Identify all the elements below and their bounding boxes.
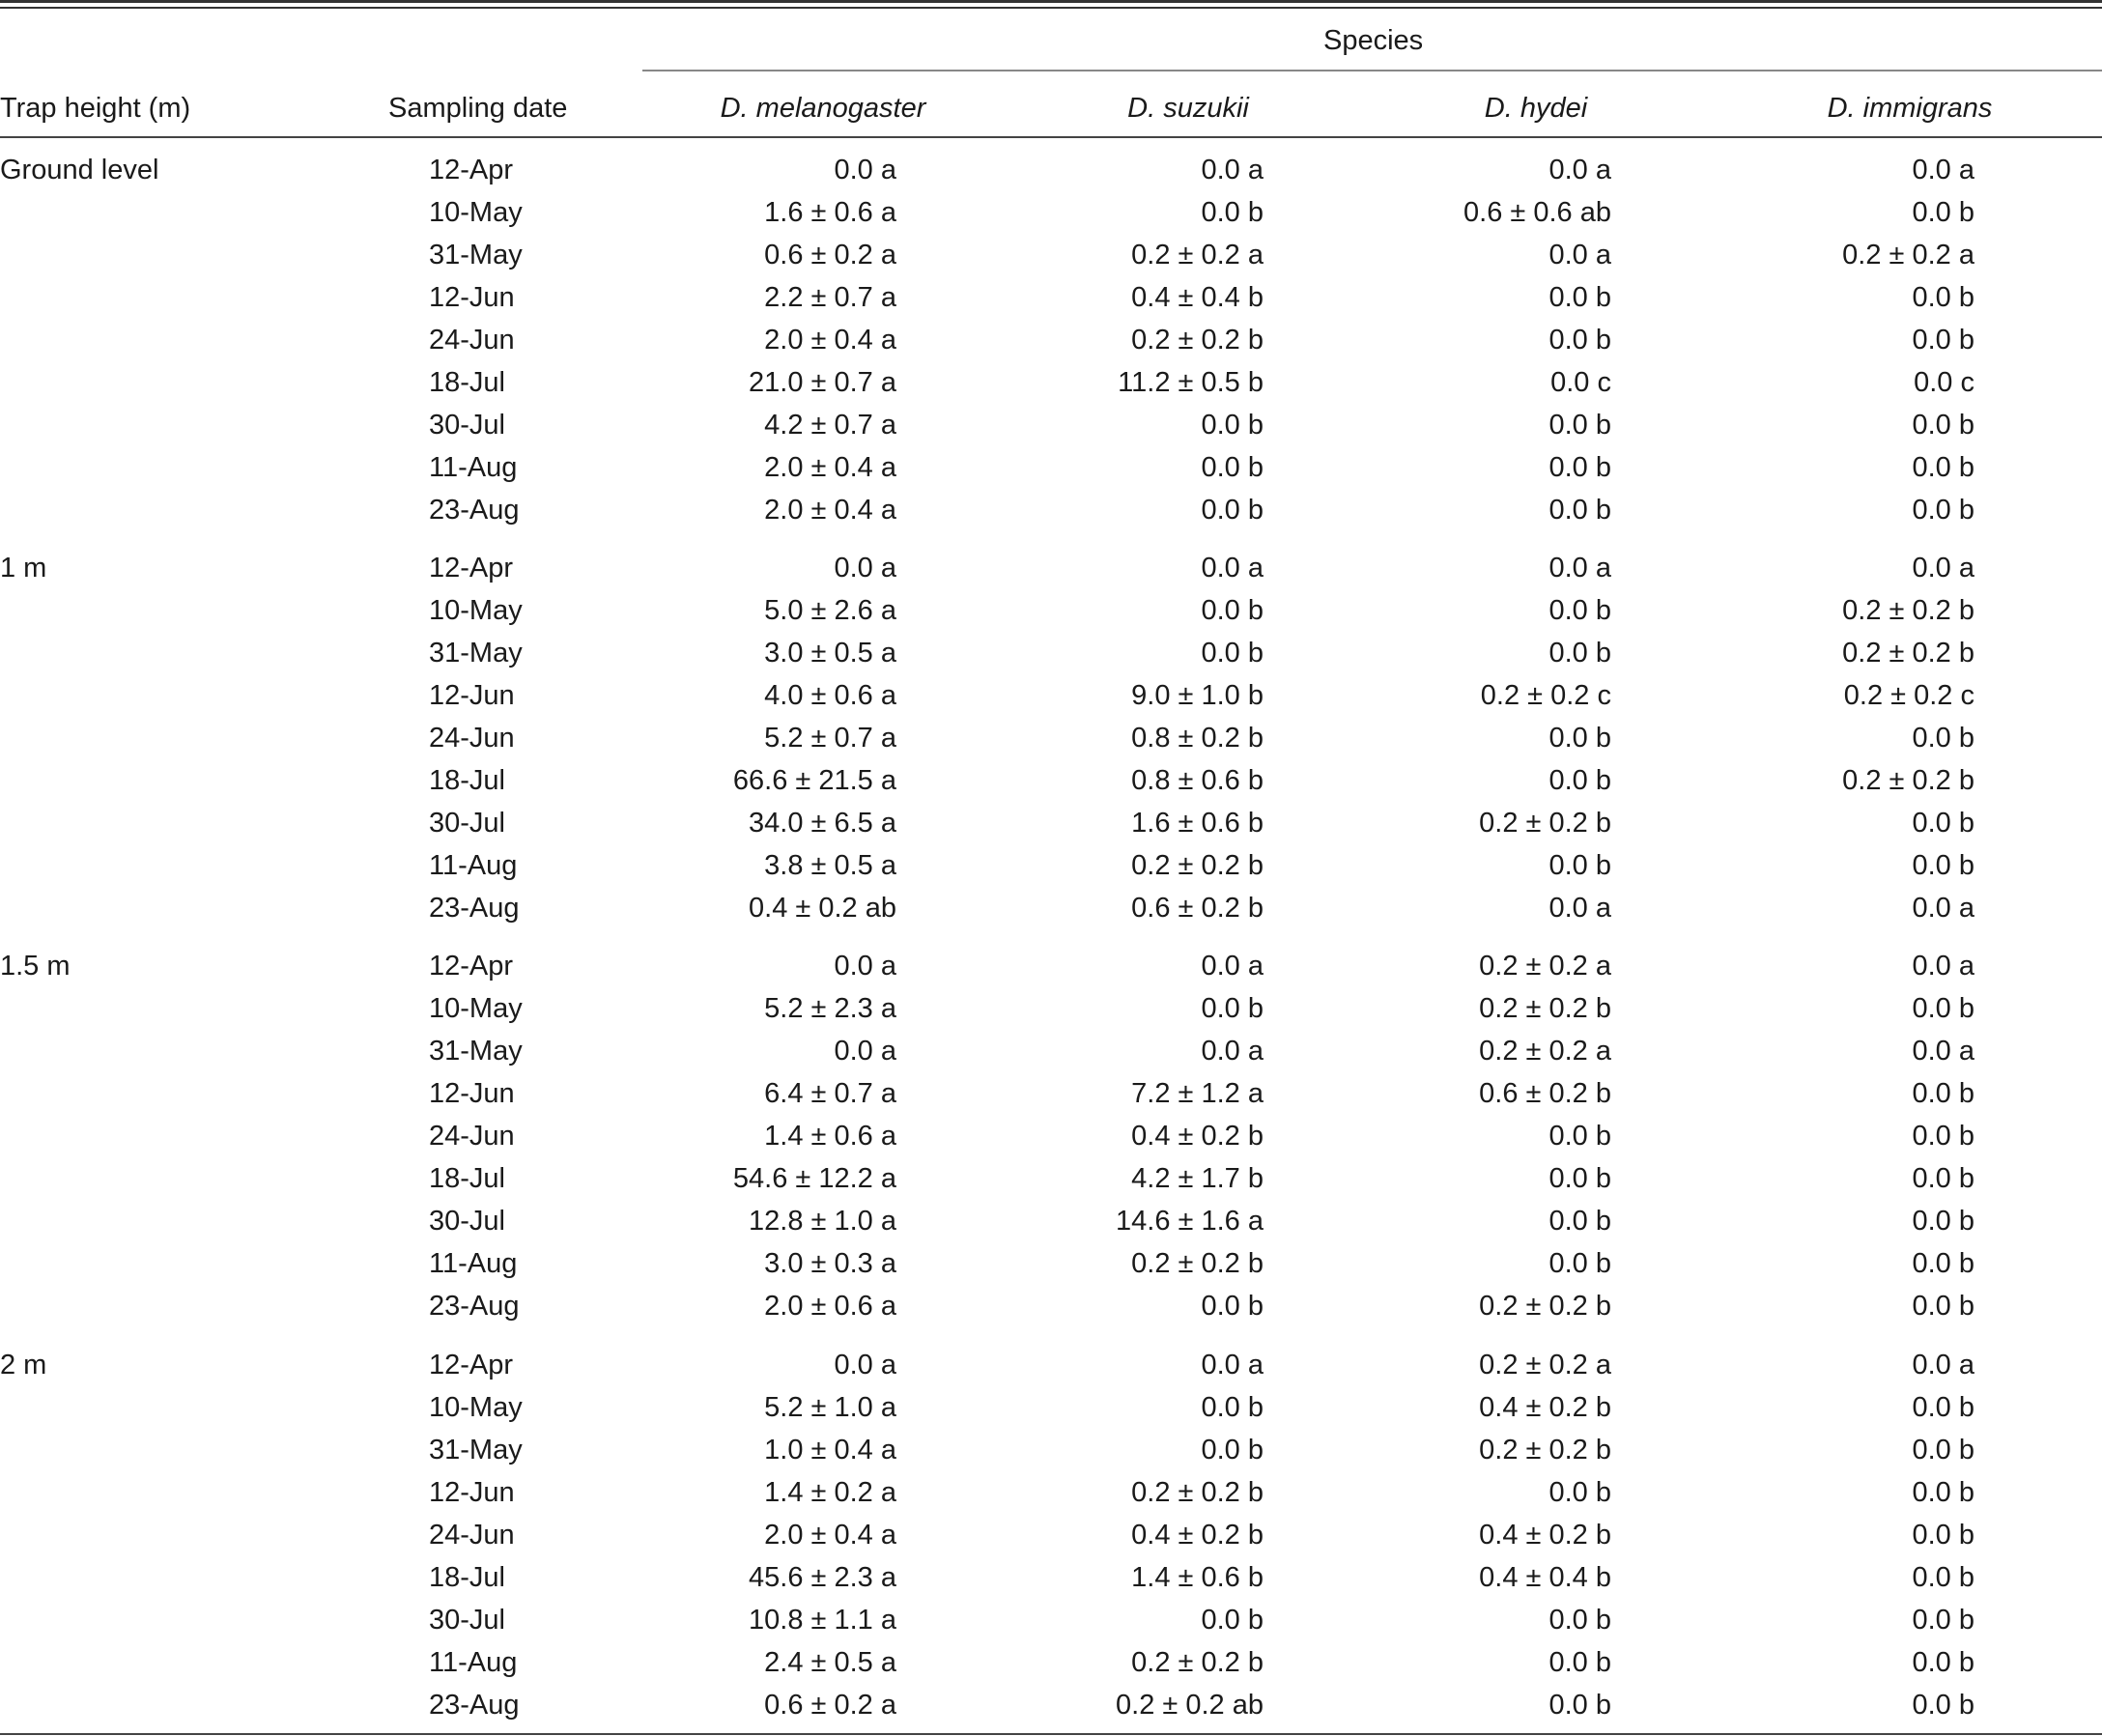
trap-height-label: Ground level xyxy=(0,155,159,185)
value-cell: 0.0 b xyxy=(1912,993,1974,1024)
sampling-date-cell: 12-Apr xyxy=(429,1350,514,1380)
value-cell: 0.0 b xyxy=(1912,1435,1974,1466)
value-cell: 0.0 b xyxy=(1548,1248,1611,1279)
value-cell: 0.2 ± 0.2 b xyxy=(1842,595,1974,626)
trap-height-column-header: Trap height (m) xyxy=(0,93,191,124)
value-cell: 2.0 ± 0.4 a xyxy=(764,1520,896,1551)
value-cell: 0.0 a xyxy=(1201,553,1264,583)
value-cell: 0.0 a xyxy=(1548,893,1611,924)
sampling-date-cell: 31-May xyxy=(429,240,523,270)
sampling-date-cell: 18-Jul xyxy=(429,765,505,796)
sampling-date-cell: 23-Aug xyxy=(429,495,520,526)
value-cell: 0.0 b xyxy=(1912,1392,1974,1423)
sampling-date-column-header: Sampling date xyxy=(388,93,568,124)
sampling-date-cell: 24-Jun xyxy=(429,325,515,356)
value-cell: 0.2 ± 0.2 b xyxy=(1131,325,1264,356)
sampling-date-cell: 11-Aug xyxy=(429,1647,518,1678)
species-column-header: D. immigrans xyxy=(1827,93,1993,124)
value-cell: 3.0 ± 0.3 a xyxy=(764,1248,896,1279)
value-cell: 0.2 ± 0.2 b xyxy=(1479,808,1611,839)
sampling-date-cell: 18-Jul xyxy=(429,1163,505,1194)
species-column-header: D. suzukii xyxy=(1127,93,1249,124)
value-cell: 4.2 ± 0.7 a xyxy=(764,410,896,441)
value-cell: 0.0 b xyxy=(1548,850,1611,881)
value-cell: 0.0 a xyxy=(1912,553,1974,583)
value-cell: 0.2 ± 0.2 b xyxy=(1131,1647,1264,1678)
value-cell: 54.6 ± 12.2 a xyxy=(732,1163,896,1194)
sampling-date-cell: 12-Apr xyxy=(429,951,514,982)
value-cell: 0.0 b xyxy=(1548,495,1611,526)
value-cell: 0.0 b xyxy=(1201,1435,1264,1466)
value-cell: 2.4 ± 0.5 a xyxy=(764,1647,896,1678)
value-cell: 0.0 a xyxy=(1912,1350,1974,1380)
sampling-date-cell: 23-Aug xyxy=(429,1291,520,1322)
species-group-header: Species xyxy=(1323,25,1424,56)
value-cell: 0.0 a xyxy=(1548,553,1611,583)
bottom-rule xyxy=(0,1733,2102,1735)
value-cell: 1.4 ± 0.6 b xyxy=(1131,1562,1264,1593)
value-cell: 0.0 b xyxy=(1912,452,1974,483)
value-cell: 0.0 b xyxy=(1548,410,1611,441)
sampling-date-cell: 11-Aug xyxy=(429,850,518,881)
species-column-header: D. melanogaster xyxy=(720,93,926,124)
value-cell: 0.0 b xyxy=(1201,1605,1264,1636)
sampling-date-cell: 12-Jun xyxy=(429,680,515,711)
value-cell: 0.6 ± 0.2 b xyxy=(1131,893,1264,924)
sampling-date-cell: 30-Jul xyxy=(429,1605,505,1636)
value-cell: 0.0 b xyxy=(1548,1206,1611,1237)
value-cell: 0.0 b xyxy=(1548,325,1611,356)
value-cell: 0.2 ± 0.2 a xyxy=(1131,240,1264,270)
value-cell: 0.0 a xyxy=(834,1350,896,1380)
sampling-date-cell: 31-May xyxy=(429,638,523,669)
sampling-date-cell: 18-Jul xyxy=(429,1562,505,1593)
value-cell: 3.0 ± 0.5 a xyxy=(764,638,896,669)
species-column-header: D. hydei xyxy=(1484,93,1588,124)
sampling-date-cell: 10-May xyxy=(429,197,523,228)
value-cell: 0.0 b xyxy=(1201,1291,1264,1322)
value-cell: 0.0 b xyxy=(1912,1291,1974,1322)
value-cell: 0.0 b xyxy=(1912,1477,1974,1508)
value-cell: 0.0 a xyxy=(1912,893,1974,924)
sampling-date-cell: 23-Aug xyxy=(429,1690,520,1721)
value-cell: 0.0 b xyxy=(1201,595,1264,626)
value-cell: 0.0 b xyxy=(1548,723,1611,754)
sampling-date-cell: 24-Jun xyxy=(429,1121,515,1152)
sampling-date-cell: 31-May xyxy=(429,1036,523,1067)
value-cell: 0.0 c xyxy=(1550,367,1611,398)
value-cell: 0.0 a xyxy=(1912,1036,1974,1067)
value-cell: 12.8 ± 1.0 a xyxy=(749,1206,896,1237)
top-rule-secondary xyxy=(0,7,2102,9)
value-cell: 0.0 a xyxy=(834,155,896,185)
value-cell: 0.0 b xyxy=(1912,282,1974,313)
value-cell: 11.2 ± 0.5 b xyxy=(1118,367,1264,398)
value-cell: 0.2 ± 0.2 b xyxy=(1131,850,1264,881)
sampling-date-cell: 12-Apr xyxy=(429,553,514,583)
sampling-date-cell: 30-Jul xyxy=(429,410,505,441)
value-cell: 1.0 ± 0.4 a xyxy=(764,1435,896,1466)
value-cell: 0.0 c xyxy=(1914,367,1974,398)
value-cell: 0.0 b xyxy=(1201,197,1264,228)
sampling-date-cell: 12-Jun xyxy=(429,1477,515,1508)
value-cell: 0.0 b xyxy=(1548,1163,1611,1194)
value-cell: 0.0 a xyxy=(834,553,896,583)
value-cell: 0.2 ± 0.2 a xyxy=(1842,240,1974,270)
value-cell: 0.2 ± 0.2 b xyxy=(1479,1291,1611,1322)
value-cell: 5.2 ± 2.3 a xyxy=(764,993,896,1024)
value-cell: 0.0 b xyxy=(1201,993,1264,1024)
sampling-date-cell: 10-May xyxy=(429,993,523,1024)
sampling-date-cell: 10-May xyxy=(429,595,523,626)
value-cell: 0.0 b xyxy=(1912,1605,1974,1636)
value-cell: 0.0 a xyxy=(1201,951,1264,982)
value-cell: 0.2 ± 0.2 b xyxy=(1479,993,1611,1024)
sampling-date-cell: 18-Jul xyxy=(429,367,505,398)
value-cell: 0.0 b xyxy=(1912,1647,1974,1678)
value-cell: 5.2 ± 1.0 a xyxy=(764,1392,896,1423)
value-cell: 0.0 b xyxy=(1912,1520,1974,1551)
value-cell: 0.0 a xyxy=(1201,1350,1264,1380)
value-cell: 0.4 ± 0.2 b xyxy=(1131,1520,1264,1551)
value-cell: 0.2 ± 0.2 c xyxy=(1480,680,1611,711)
value-cell: 0.6 ± 0.2 a xyxy=(764,1690,896,1721)
value-cell: 3.8 ± 0.5 a xyxy=(764,850,896,881)
sampling-date-cell: 12-Jun xyxy=(429,1078,515,1109)
value-cell: 0.0 b xyxy=(1548,452,1611,483)
value-cell: 4.2 ± 1.7 b xyxy=(1131,1163,1264,1194)
value-cell: 0.6 ± 0.6 ab xyxy=(1463,197,1611,228)
value-cell: 7.2 ± 1.2 a xyxy=(1131,1078,1264,1109)
value-cell: 34.0 ± 6.5 a xyxy=(749,808,896,839)
value-cell: 0.6 ± 0.2 b xyxy=(1479,1078,1611,1109)
value-cell: 0.2 ± 0.2 a xyxy=(1479,951,1611,982)
sampling-date-cell: 30-Jul xyxy=(429,1206,505,1237)
value-cell: 0.0 a xyxy=(834,1036,896,1067)
sampling-date-cell: 10-May xyxy=(429,1392,523,1423)
value-cell: 6.4 ± 0.7 a xyxy=(764,1078,896,1109)
value-cell: 0.0 b xyxy=(1548,765,1611,796)
value-cell: 0.4 ± 0.4 b xyxy=(1479,1562,1611,1593)
value-cell: 0.0 a xyxy=(1548,240,1611,270)
sampling-date-cell: 12-Jun xyxy=(429,282,515,313)
value-cell: 0.0 b xyxy=(1912,410,1974,441)
value-cell: 0.0 b xyxy=(1912,495,1974,526)
value-cell: 0.0 a xyxy=(834,951,896,982)
value-cell: 0.0 b xyxy=(1548,595,1611,626)
sampling-date-cell: 11-Aug xyxy=(429,1248,518,1279)
value-cell: 0.0 b xyxy=(1912,850,1974,881)
value-cell: 0.0 b xyxy=(1201,495,1264,526)
sampling-date-cell: 24-Jun xyxy=(429,723,515,754)
value-cell: 0.0 b xyxy=(1201,410,1264,441)
sampling-date-cell: 31-May xyxy=(429,1435,523,1466)
sampling-date-cell: 24-Jun xyxy=(429,1520,515,1551)
value-cell: 0.0 b xyxy=(1201,1392,1264,1423)
value-cell: 2.2 ± 0.7 a xyxy=(764,282,896,313)
value-cell: 0.4 ± 0.2 b xyxy=(1131,1121,1264,1152)
value-cell: 0.2 ± 0.2 b xyxy=(1131,1477,1264,1508)
value-cell: 5.0 ± 2.6 a xyxy=(764,595,896,626)
value-cell: 0.0 b xyxy=(1548,1690,1611,1721)
value-cell: 0.0 b xyxy=(1912,1206,1974,1237)
value-cell: 0.0 b xyxy=(1912,1248,1974,1279)
value-cell: 0.4 ± 0.2 b xyxy=(1479,1520,1611,1551)
header-rule xyxy=(0,136,2102,138)
value-cell: 0.2 ± 0.2 a xyxy=(1479,1036,1611,1067)
value-cell: 0.0 b xyxy=(1201,638,1264,669)
value-cell: 0.0 b xyxy=(1912,197,1974,228)
value-cell: 1.4 ± 0.6 a xyxy=(764,1121,896,1152)
value-cell: 0.0 b xyxy=(1548,638,1611,669)
value-cell: 21.0 ± 0.7 a xyxy=(749,367,896,398)
value-cell: 1.4 ± 0.2 a xyxy=(764,1477,896,1508)
value-cell: 0.2 ± 0.2 a xyxy=(1479,1350,1611,1380)
value-cell: 0.0 b xyxy=(1912,1562,1974,1593)
sampling-date-cell: 11-Aug xyxy=(429,452,518,483)
value-cell: 1.6 ± 0.6 a xyxy=(764,197,896,228)
value-cell: 0.2 ± 0.2 c xyxy=(1843,680,1974,711)
value-cell: 0.0 b xyxy=(1548,1605,1611,1636)
sampling-date-cell: 23-Aug xyxy=(429,893,520,924)
value-cell: 0.0 b xyxy=(1912,808,1974,839)
value-cell: 0.0 b xyxy=(1912,723,1974,754)
value-cell: 66.6 ± 21.5 a xyxy=(732,765,896,796)
value-cell: 0.4 ± 0.2 b xyxy=(1479,1392,1611,1423)
value-cell: 2.0 ± 0.6 a xyxy=(764,1291,896,1322)
value-cell: 0.0 b xyxy=(1912,1163,1974,1194)
value-cell: 0.0 b xyxy=(1548,1647,1611,1678)
value-cell: 0.0 b xyxy=(1548,1121,1611,1152)
value-cell: 0.0 b xyxy=(1912,1121,1974,1152)
value-cell: 1.6 ± 0.6 b xyxy=(1131,808,1264,839)
top-rule xyxy=(0,0,2102,3)
value-cell: 0.0 a xyxy=(1548,155,1611,185)
value-cell: 0.2 ± 0.2 ab xyxy=(1116,1690,1264,1721)
value-cell: 0.0 b xyxy=(1201,452,1264,483)
value-cell: 0.0 b xyxy=(1548,282,1611,313)
value-cell: 0.8 ± 0.6 b xyxy=(1131,765,1264,796)
value-cell: 2.0 ± 0.4 a xyxy=(764,495,896,526)
value-cell: 45.6 ± 2.3 a xyxy=(749,1562,896,1593)
value-cell: 0.8 ± 0.2 b xyxy=(1131,723,1264,754)
sampling-date-cell: 12-Apr xyxy=(429,155,514,185)
value-cell: 0.0 b xyxy=(1912,1690,1974,1721)
value-cell: 0.0 b xyxy=(1912,325,1974,356)
trap-height-label: 1.5 m xyxy=(0,951,71,982)
value-cell: 9.0 ± 1.0 b xyxy=(1131,680,1264,711)
value-cell: 2.0 ± 0.4 a xyxy=(764,452,896,483)
value-cell: 0.0 a xyxy=(1912,155,1974,185)
value-cell: 0.4 ± 0.2 ab xyxy=(749,893,896,924)
value-cell: 0.0 b xyxy=(1548,1477,1611,1508)
trap-height-label: 1 m xyxy=(0,553,47,583)
value-cell: 0.0 b xyxy=(1912,1078,1974,1109)
value-cell: 0.6 ± 0.2 a xyxy=(764,240,896,270)
value-cell: 4.0 ± 0.6 a xyxy=(764,680,896,711)
value-cell: 0.0 a xyxy=(1912,951,1974,982)
value-cell: 10.8 ± 1.1 a xyxy=(749,1605,896,1636)
sampling-date-cell: 30-Jul xyxy=(429,808,505,839)
trap-height-label: 2 m xyxy=(0,1350,47,1380)
value-cell: 0.2 ± 0.2 b xyxy=(1842,638,1974,669)
value-cell: 0.0 a xyxy=(1201,1036,1264,1067)
species-underline-rule xyxy=(642,70,2102,71)
value-cell: 14.6 ± 1.6 a xyxy=(1116,1206,1264,1237)
value-cell: 0.2 ± 0.2 b xyxy=(1131,1248,1264,1279)
value-cell: 0.2 ± 0.2 b xyxy=(1842,765,1974,796)
value-cell: 2.0 ± 0.4 a xyxy=(764,325,896,356)
value-cell: 0.4 ± 0.4 b xyxy=(1131,282,1264,313)
value-cell: 5.2 ± 0.7 a xyxy=(764,723,896,754)
value-cell: 0.0 a xyxy=(1201,155,1264,185)
value-cell: 0.2 ± 0.2 b xyxy=(1479,1435,1611,1466)
